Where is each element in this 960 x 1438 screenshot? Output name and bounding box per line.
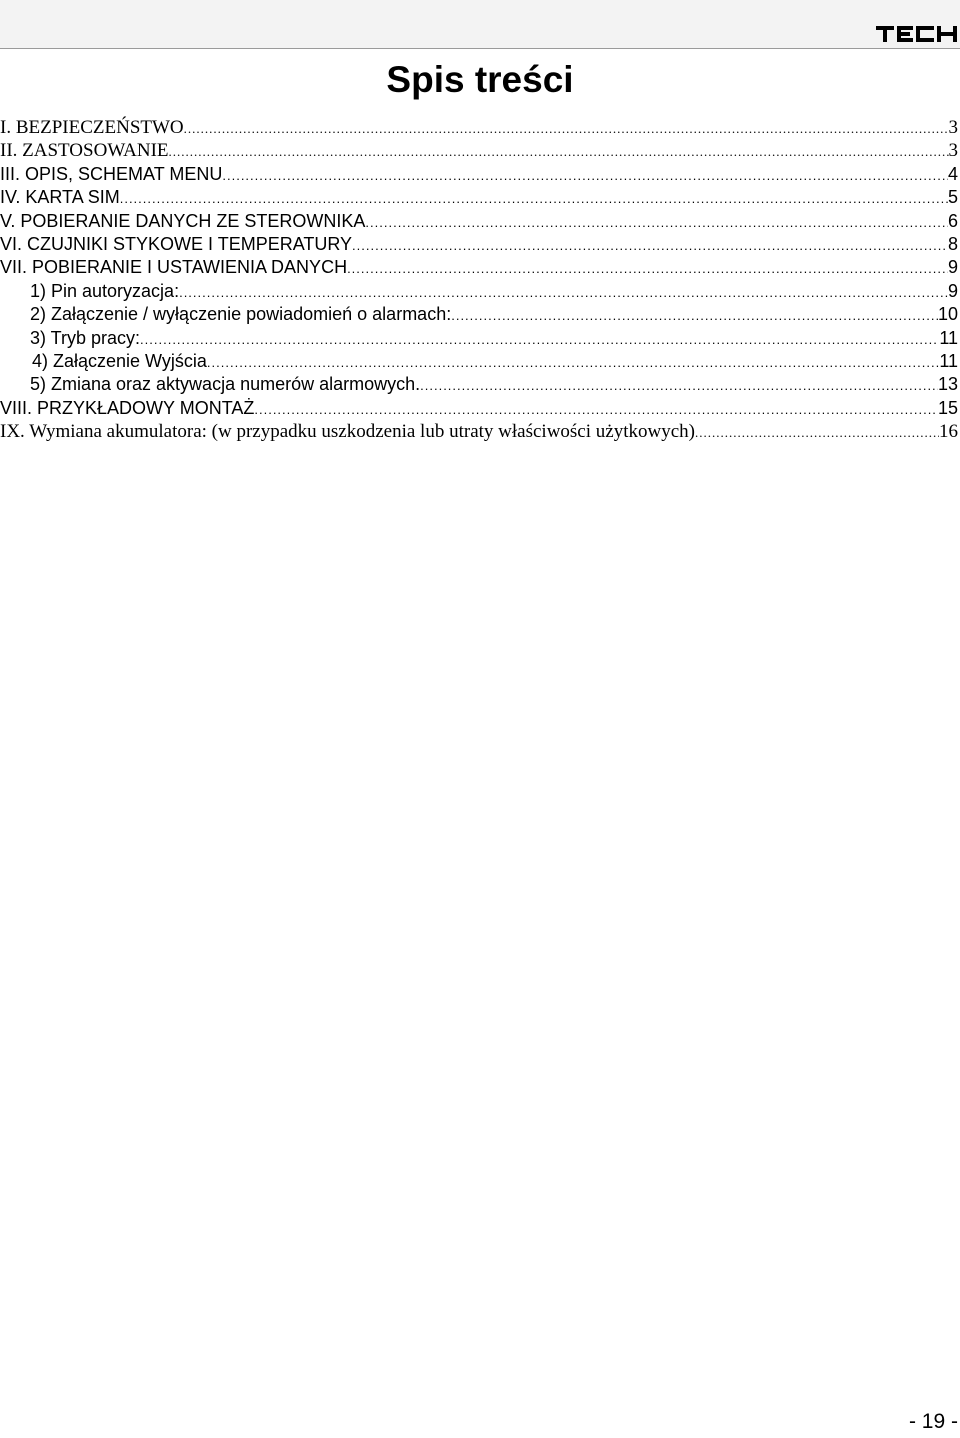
tech-logo: [876, 22, 958, 46]
dot-leader: [420, 374, 938, 397]
page-header: [0, 0, 960, 49]
page-number: - 19 -: [908, 1410, 958, 1433]
toc-entry[interactable]: [0, 327, 960, 350]
toc-entry-label: I. BEZPIECZEŃSTWO: [0, 117, 184, 138]
toc-entry-label: 5) Zmiana oraz aktywacja numerów alarmowych.: [30, 374, 421, 395]
toc-entry-page: 16: [939, 421, 958, 443]
toc-entry[interactable]: [0, 350, 960, 373]
toc-entry-page: 9: [947, 257, 958, 278]
toc-entry[interactable]: [0, 210, 960, 233]
dot-leader: [254, 398, 938, 421]
dot-leader: [179, 281, 948, 304]
dot-leader: [695, 421, 939, 444]
toc-entry-label: III. OPIS, SCHEMAT MENU: [0, 163, 223, 184]
toc-entry-page: 5: [947, 187, 958, 208]
toc-entry-page: 4: [947, 163, 958, 184]
toc-entry-page: 11: [939, 327, 958, 348]
dot-leader: [169, 140, 949, 163]
toc-entry-label: 3) Tryb pracy:: [30, 327, 141, 348]
table-of-contents: [0, 116, 960, 443]
page-title: Spis treści: [386, 59, 574, 100]
toc-entry[interactable]: [0, 163, 960, 186]
toc-entry-label: 1) Pin autoryzacja:: [30, 280, 180, 301]
toc-entry[interactable]: [0, 186, 960, 209]
toc-entry[interactable]: [0, 420, 960, 443]
toc-entry[interactable]: [0, 256, 960, 279]
toc-entry-page: 10: [937, 304, 958, 325]
toc-entry[interactable]: [0, 373, 960, 396]
toc-entry-label: V. POBIERANIE DANYCH ZE STEROWNIKA: [0, 210, 366, 231]
toc-entry-label: VII. POBIERANIE I USTAWIENIA DANYCH: [0, 257, 348, 278]
toc-entry[interactable]: [0, 397, 960, 420]
dot-leader: [365, 211, 948, 234]
toc-entry-page: 3: [948, 117, 958, 138]
toc-entry[interactable]: [0, 303, 960, 326]
dot-leader: [120, 187, 948, 210]
dot-leader: [347, 257, 948, 280]
toc-entry-label: 2) Załączenie / wyłączenie powiadomień o alarmach:: [30, 304, 452, 325]
toc-entry-page: 11: [939, 350, 958, 371]
toc-entry[interactable]: [0, 139, 960, 162]
dot-leader: [222, 164, 948, 187]
toc-entry-label: IV. KARTA SIM: [0, 187, 120, 208]
toc-entry-page: 15: [937, 397, 958, 418]
toc-entry-label: VI. CZUJNIKI STYKOWE I TEMPERATURY: [0, 233, 353, 254]
toc-entry-page: 3: [948, 140, 958, 162]
toc-entry-label: 4) Załączenie Wyjścia: [32, 350, 207, 371]
dot-leader: [451, 304, 938, 327]
toc-entry[interactable]: [0, 116, 960, 139]
dot-leader: [184, 117, 949, 140]
toc-entry-page: 9: [947, 280, 958, 301]
toc-entry-label: VIII. PRZYKŁADOWY MONTAŻ: [0, 397, 255, 418]
toc-entry-label: II. ZASTOSOWANIE: [0, 140, 169, 162]
toc-entry-page: 13: [937, 374, 958, 395]
dot-leader: [207, 351, 939, 374]
dot-leader: [140, 328, 939, 351]
toc-entry-label: IX. Wymiana akumulatora: (w przypadku uszkodzenia lub utraty właściwości użytkowych): [0, 421, 695, 443]
dot-leader: [352, 234, 948, 257]
toc-entry-page: 8: [947, 233, 958, 254]
toc-entry[interactable]: [0, 280, 960, 303]
toc-entry[interactable]: [0, 233, 960, 256]
toc-entry-page: 6: [947, 210, 958, 231]
